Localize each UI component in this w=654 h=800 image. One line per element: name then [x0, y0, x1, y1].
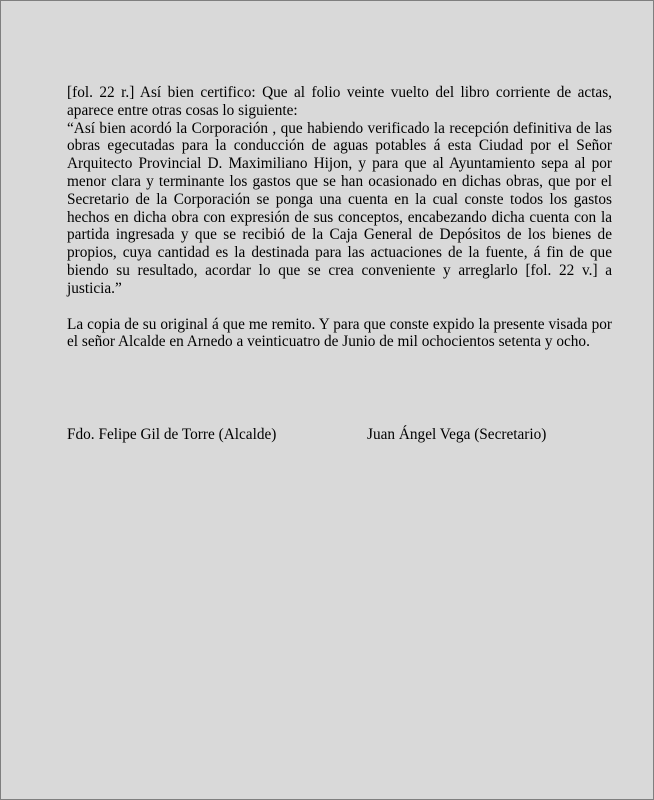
mayor-signature: Fdo. Felipe Gil de Torre (Alcalde) — [67, 426, 277, 443]
document-body — [67, 84, 612, 351]
quoted-agreement: “Así bien acordó la Corporación , que habiendo verificado la recepción definitiva de las obras egecutadas para la conducción de aguas potables á esta Ciudad por el Señor Arquitecto Provincial D. Maximiliano Hijon, y para que al Ayuntamiento sepa al por menor clara y terminante los gastos que se han ocasionado en dichas obras, que por el Secretario de la Corporación se ponga una cuenta en la cual conste todos los gastos hechos en dicha obra con expresión de sus conceptos, encabezando dicha cuenta con la partida ingresada y que se recibió de la Caja General de Depósitos de los bienes de propios, cuya cantidad es la destinada para las actuaciones de la fuente, á fin de que biendo su resultado, acordar lo que se crea conveniente y arreglarlo [fol. 22 v.] a justicia.” — [67, 119, 612, 297]
certification-intro: [fol. 22 r.] Así bien certifico: Que al folio veinte vuelto del libro corriente de actas, aparece entre otras cosas lo siguiente: — [67, 84, 612, 119]
secretary-signature: Juan Ángel Vega (Secretario) — [367, 426, 547, 443]
paragraph-spacer — [67, 298, 612, 316]
closing-statement: La copia de su original á que me remito. Y para que conste expido la presente visada por el señor Alcalde en Arnedo a veinticuatro de Junio de mil ochocientos setenta y ocho. — [67, 315, 612, 351]
